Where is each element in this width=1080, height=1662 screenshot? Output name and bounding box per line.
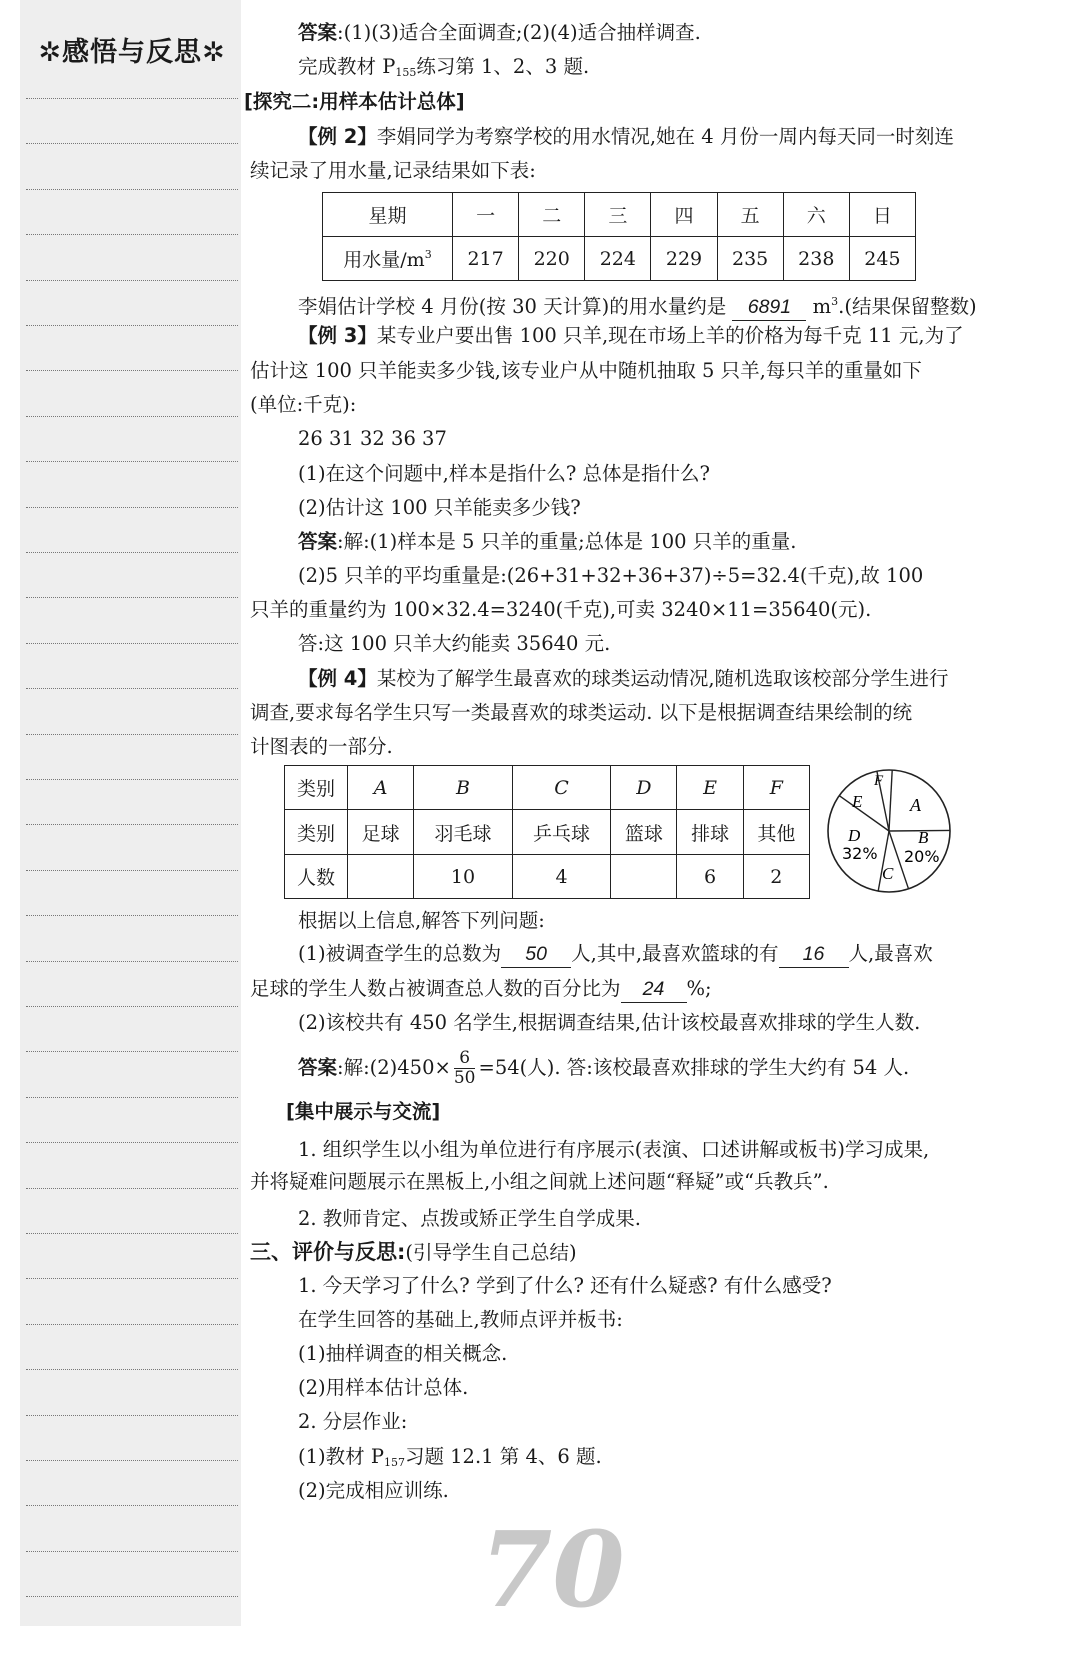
note-line	[26, 824, 238, 825]
table-cell: 三	[585, 193, 651, 237]
example-3-question-2: (2)估计这 100 只羊能卖多少钱?	[298, 496, 581, 519]
example-4-line-2: 调查,要求每名学生只写一类最喜欢的球类运动. 以下是根据调查结果绘制的统	[250, 701, 913, 724]
explore-two-heading: [探究二:用样本估计总体]	[244, 90, 465, 113]
section-3-line-6: (1)教材 $P_{157}$习题 12.1 第 4、6 题.	[298, 1445, 602, 1469]
table-cell: E	[677, 766, 743, 810]
table-cell: B	[414, 766, 513, 810]
table-cell: 一	[453, 193, 519, 237]
table-cell: 人数	[285, 855, 348, 899]
pie-chart	[824, 765, 954, 899]
example-3-answer-4: 答:这 100 只羊大约能卖 35640 元.	[298, 632, 611, 655]
note-line	[26, 779, 238, 780]
table-cell: 217	[453, 237, 519, 281]
table-cell: 六	[783, 193, 849, 237]
fraction: $\frac{6}{50}$	[453, 1048, 476, 1088]
note-line	[26, 915, 238, 916]
note-line	[26, 1551, 238, 1552]
note-line	[26, 507, 238, 508]
example-2-line-1: 【例 2】李娟同学为考察学校的用水情况,她在 4 月份一周内每天同一时刻连	[298, 125, 954, 148]
note-line	[26, 688, 238, 689]
section-3-heading: 三、评价与反思:(引导学生自己总结)	[250, 1240, 577, 1264]
note-line	[26, 961, 238, 962]
example-3-answer-1: 答案:解:(1)样本是 5 只羊的重量;总体是 100 只羊的重量.	[298, 530, 797, 553]
note-line	[26, 234, 238, 235]
table-cell: 2	[743, 855, 809, 899]
note-line	[26, 98, 238, 99]
example-4-question-1b: 足球的学生人数占被调查总人数的百分比为 24 %;	[250, 973, 712, 1005]
table-row	[285, 810, 810, 855]
example-3-data: 26 31 32 36 37	[298, 427, 447, 450]
section-3-line-5: 2. 分层作业:	[298, 1410, 408, 1433]
table-cell: 其他	[743, 810, 809, 855]
example-3-line-1: 【例 3】某专业户要出售 100 只羊,现在市场上羊的价格为每千克 11 元,为了	[298, 324, 964, 347]
example-3-line-3: (单位:千克):	[250, 393, 357, 416]
example-3-answer-3: 只羊的重量约为 100×32.4=3240(千克),可卖 3240×11=35640(元).	[250, 598, 872, 621]
example-2-answer: 李娟估计学校 4 月份(按 30 天计算)的用水量约是 6891 $m^3$.(结果保留整数)	[298, 286, 977, 323]
pie-label-c: C	[882, 864, 894, 883]
pie-label-f: F	[874, 773, 884, 789]
table-cell	[611, 855, 677, 899]
table-cell: 类别	[285, 810, 348, 855]
table-cell: 238	[783, 237, 849, 281]
table-row	[323, 237, 916, 281]
note-line	[26, 1142, 238, 1143]
table-cell: 224	[585, 237, 651, 281]
table-cell: 类别	[285, 766, 348, 810]
page-number: 70	[480, 1508, 625, 1631]
table-cell: 用水量$/m^3$	[323, 237, 453, 281]
table-cell: F	[743, 766, 809, 810]
pie-label-d: D	[848, 826, 861, 845]
note-line	[26, 189, 238, 190]
note-line	[26, 643, 238, 644]
note-line	[26, 1278, 238, 1279]
note-line	[26, 416, 238, 417]
example-4-line-1: 【例 4】某校为了解学生最喜欢的球类运动情况,随机选取该校部分学生进行	[298, 667, 949, 690]
table-cell: 羽毛球	[414, 810, 513, 855]
note-line	[26, 461, 238, 462]
note-line	[26, 1596, 238, 1597]
section-3-line-2: 在学生回答的基础上,教师点评并板书:	[298, 1308, 623, 1331]
focus-display-heading: [集中展示与交流]	[286, 1100, 441, 1123]
example-4-question-2: (2)该校共有 450 名学生,根据调查结果,估计该校最喜欢排球的学生人数.	[298, 1011, 921, 1034]
focus-item-2: 2. 教师肯定、点拨或矫正学生自学成果.	[298, 1207, 642, 1230]
answer-line-1: 答案:(1)(3)适合全面调查;(2)(4)适合抽样调查.	[298, 21, 701, 44]
table-cell: 229	[651, 237, 717, 281]
example-4-intro: 根据以上信息,解答下列问题:	[298, 909, 545, 932]
note-line	[26, 734, 238, 735]
note-line	[26, 1505, 238, 1506]
note-line	[26, 1006, 238, 1007]
table-cell: 四	[651, 193, 717, 237]
reflection-sidebar	[20, 0, 241, 1626]
table-cell: 二	[519, 193, 585, 237]
pie-label-a: A	[910, 795, 921, 815]
section-3-line-4: (2)用样本估计总体.	[298, 1376, 469, 1399]
table-cell: 235	[717, 237, 783, 281]
sidebar-title: ✲感悟与反思✲	[38, 37, 226, 68]
table-cell: 4	[512, 855, 611, 899]
table-cell: 220	[519, 237, 585, 281]
example-2-line-2: 续记录了用水量,记录结果如下表:	[250, 159, 536, 182]
table-cell: A	[348, 766, 414, 810]
table-cell: 日	[849, 193, 915, 237]
table-row	[285, 766, 810, 810]
example-3-line-2: 估计这 100 只羊能卖多少钱,该专业户从中随机抽取 5 只羊,每只羊的重量如下	[250, 359, 922, 382]
pie-label-e: E	[852, 792, 863, 811]
focus-item-1a: 1. 组织学生以小组为单位进行有序展示(表演、口述讲解或板书)学习成果,	[298, 1138, 930, 1161]
section-3-line-3: (1)抽样调查的相关概念.	[298, 1342, 508, 1365]
note-line	[26, 143, 238, 144]
section-3-line-1: 1. 今天学习了什么? 学到了什么? 还有什么疑惑? 有什么感受?	[298, 1274, 832, 1297]
table-cell: 乒乓球	[512, 810, 611, 855]
ball-sports-table	[284, 765, 810, 899]
table-cell: 6	[677, 855, 743, 899]
water-usage-table	[322, 192, 916, 281]
table-cell: 星期	[323, 193, 453, 237]
pie-label-b: B	[918, 828, 929, 847]
table-cell: 五	[717, 193, 783, 237]
note-line	[26, 1188, 238, 1189]
example-4-line-3: 计图表的一部分.	[250, 735, 393, 758]
pie-percent-b: 20%	[904, 847, 940, 866]
note-line	[26, 1369, 238, 1370]
note-line	[26, 1415, 238, 1416]
table-cell: C	[512, 766, 611, 810]
note-line	[26, 1233, 238, 1234]
table-cell: 10	[414, 855, 513, 899]
note-line	[26, 597, 238, 598]
example-3-question-1: (1)在这个问题中,样本是指什么? 总体是指什么?	[298, 462, 710, 485]
example-4-question-1a: (1)被调查学生的总数为 50 人,其中,最喜欢篮球的有 16 人,最喜欢	[298, 938, 933, 970]
note-line	[26, 870, 238, 871]
table-row	[323, 193, 916, 237]
note-line	[26, 370, 238, 371]
note-line	[26, 1460, 238, 1461]
section-3-line-7: (2)完成相应训练.	[298, 1479, 449, 1502]
example-4-answer: 答案:解:(2)450× $\frac{6}{50}$ =54(人). 答:该校最喜欢排球的学生大约有 54 人.	[298, 1048, 910, 1088]
note-line	[26, 1051, 238, 1052]
note-line	[26, 280, 238, 281]
table-cell: 篮球	[611, 810, 677, 855]
pie-percent-d: 32%	[842, 844, 878, 863]
note-line	[26, 552, 238, 553]
note-line	[26, 1097, 238, 1098]
table-row	[285, 855, 810, 899]
note-line	[26, 325, 238, 326]
textbook-exercise-line: 完成教材 $P_{155}$练习第 1、2、3 题.	[298, 55, 590, 79]
table-cell	[348, 855, 414, 899]
example-3-answer-2: (2)5 只羊的平均重量是:(26+31+32+36+37)÷5=32.4(千克),故 100	[298, 564, 924, 587]
table-cell: 排球	[677, 810, 743, 855]
focus-item-1b: 并将疑难问题展示在黑板上,小组之间就上述问题“释疑”或“兵教兵”.	[250, 1170, 829, 1193]
table-cell: 245	[849, 237, 915, 281]
table-cell: D	[611, 766, 677, 810]
note-line	[26, 1324, 238, 1325]
table-cell: 足球	[348, 810, 414, 855]
